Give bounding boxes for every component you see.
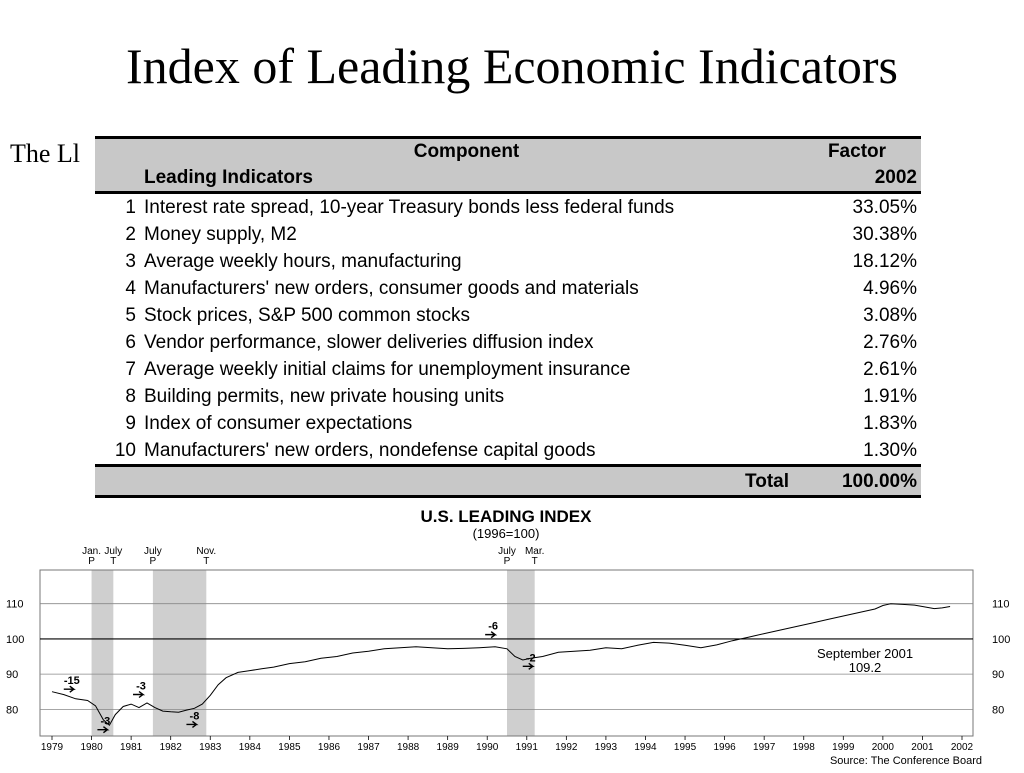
x-tick-label: 1989: [436, 742, 459, 753]
table-header-row-2: [95, 165, 921, 193]
table-row: [95, 302, 921, 329]
row-number: 1: [125, 197, 136, 218]
row-factor: 3.08%: [863, 305, 917, 326]
x-tick-label: 1980: [80, 742, 103, 753]
lead-label: -3: [136, 680, 146, 693]
row-number: 2: [125, 224, 136, 245]
total-value: 100.00%: [841, 470, 917, 492]
lead-annotations: [64, 621, 536, 733]
annotation-value: 109.2: [848, 660, 882, 675]
y-tick-label-right: 80: [992, 704, 1005, 717]
header-blank: [95, 138, 140, 166]
x-tick-label: 1993: [594, 742, 618, 753]
recession-peak-marker: P: [88, 556, 95, 567]
x-tick-label: 1987: [357, 742, 380, 753]
recession-trough-marker: T: [110, 556, 117, 567]
x-tick-label: 1997: [753, 742, 776, 753]
x-tick-label: 1979: [40, 742, 64, 753]
table-row: [95, 383, 921, 410]
x-tick-label: 1985: [278, 742, 301, 753]
x-tick-label: 1999: [832, 742, 855, 753]
recession-peak-label: July: [498, 546, 516, 557]
header-indicators: Leading Indicators: [144, 167, 313, 188]
lead-label: -8: [189, 710, 200, 723]
table-row: [95, 437, 921, 466]
row-indicator: Vendor performance, slower deliveries diffusion index: [144, 332, 594, 353]
x-tick-label: 1986: [317, 742, 341, 753]
lead-label: -15: [63, 675, 80, 688]
table-row: [95, 356, 921, 383]
header-factor: Factor: [827, 141, 887, 162]
table-row: [95, 248, 921, 275]
x-tick-label: 2002: [950, 742, 974, 753]
x-tick-label: 1996: [713, 742, 736, 753]
row-indicator: Stock prices, S&P 500 common stocks: [144, 305, 470, 326]
x-tick-label: 1995: [673, 742, 697, 753]
row-factor: 1.30%: [863, 440, 917, 461]
x-tick-label: 2000: [871, 742, 894, 753]
recession-peak-marker: P: [149, 556, 157, 567]
total-row: [95, 466, 921, 497]
recession-bands: [82, 546, 544, 736]
lead-label: -2: [525, 652, 536, 665]
total-blank: [95, 466, 140, 497]
subtitle-fragment: The Ll: [10, 139, 81, 168]
x-tick-label: 1981: [120, 742, 143, 753]
x-tick-label: 2001: [911, 742, 934, 753]
row-factor: 1.83%: [863, 413, 917, 434]
row-factor: 2.76%: [863, 332, 917, 353]
recession-band: [92, 570, 114, 736]
recession-peak-marker: P: [503, 556, 511, 567]
row-number: 5: [125, 305, 136, 326]
row-indicator: Interest rate spread, 10-year Treasury bonds less federal funds: [144, 197, 675, 218]
row-indicator: Index of consumer expectations: [144, 413, 413, 434]
header-blank: [95, 165, 140, 193]
recession-trough-label: July: [104, 546, 123, 557]
slide-title: Index of Leading Economic Indicators: [126, 38, 898, 94]
row-indicator: Manufacturers' new orders, consumer goods and materials: [144, 278, 639, 299]
y-tick-label-left: 80: [6, 704, 19, 717]
row-factor: 18.12%: [852, 251, 917, 272]
x-tick-label: 1982: [159, 742, 182, 753]
y-tick-label-right: 90: [992, 669, 1005, 682]
y-tick-label-right: 100: [992, 633, 1011, 646]
table-body: [95, 193, 921, 466]
row-number: 9: [125, 413, 136, 434]
row-number: 4: [125, 278, 136, 299]
row-indicator: Building permits, new private housing units: [144, 386, 505, 407]
x-tick-label: 1983: [199, 742, 222, 753]
row-number: 6: [125, 332, 136, 353]
row-factor: 2.61%: [863, 359, 917, 380]
chart-source: Source: The Conference Board: [829, 755, 982, 767]
annotation-date: September 2001: [816, 646, 914, 661]
row-number: 10: [114, 440, 136, 461]
x-tick-label: 1994: [634, 742, 657, 753]
row-number: 3: [125, 251, 136, 272]
table-row: [95, 329, 921, 356]
lead-label: -3: [100, 715, 111, 728]
row-indicator: Money supply, M2: [144, 224, 297, 245]
indicator-table: [95, 136, 921, 498]
recession-trough-marker: T: [203, 556, 210, 567]
table-row: [95, 221, 921, 248]
row-number: 8: [125, 386, 136, 407]
table-header-row-1: [95, 138, 921, 166]
y-tick-label-left: 100: [6, 633, 25, 646]
x-tick-label: 1998: [792, 742, 815, 753]
row-indicator: Average weekly initial claims for unemployment insurance: [144, 359, 631, 380]
table-row: [95, 410, 921, 437]
chart-subtitle: (1996=100): [472, 526, 540, 541]
recession-peak-label: July: [143, 546, 162, 557]
total-label: Total: [745, 470, 789, 492]
table-row: [95, 193, 921, 222]
chart-title: U.S. LEADING INDEX: [420, 507, 592, 526]
row-factor: 33.05%: [852, 197, 917, 218]
recession-trough-marker: T: [531, 556, 538, 567]
row-number: 7: [125, 359, 136, 380]
recession-trough-label: Mar.: [524, 546, 545, 557]
chart-svg: [0, 500, 1024, 768]
recession-trough-label: Nov.: [196, 546, 217, 557]
x-tick-label: 1990: [476, 742, 499, 753]
y-tick-label-left: 110: [6, 598, 24, 611]
y-tick-label-right: 110: [992, 598, 1010, 611]
x-tick-label: 1984: [238, 742, 261, 753]
leading-index-chart: [0, 500, 1024, 768]
row-factor: 30.38%: [852, 224, 917, 245]
row-factor: 1.91%: [863, 386, 917, 407]
header-component: Component: [413, 141, 520, 162]
x-axis: [41, 736, 974, 753]
recession-peak-label: Jan.: [82, 546, 102, 557]
row-indicator: Manufacturers' new orders, nondefense capital goods: [144, 440, 596, 461]
y-tick-label-left: 90: [6, 669, 19, 682]
lead-label: -6: [488, 620, 499, 633]
x-tick-label: 1988: [396, 742, 420, 753]
header-year: 2002: [874, 167, 917, 188]
x-tick-label: 1991: [515, 742, 538, 753]
row-factor: 4.96%: [863, 278, 917, 299]
row-indicator: Average weekly hours, manufacturing: [144, 251, 462, 272]
x-tick-label: 1992: [555, 742, 578, 753]
table-row: [95, 275, 921, 302]
